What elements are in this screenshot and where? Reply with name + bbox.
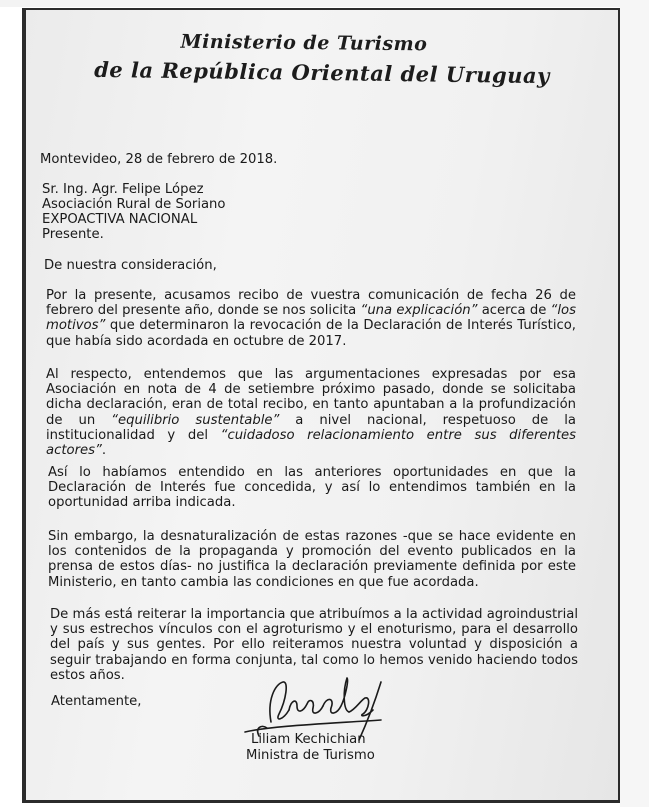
paragraph-1 — [46, 288, 576, 349]
salutation: De nuestra consideración, — [44, 258, 217, 273]
paragraph-2-text: Al respecto, entendemos que las argumentaciones expresadas por esa Asociación en nota de 4 de setiembre próximo pasado, donde se solicitaba dicha declaración, eran de total recibo, en tanto apuntaban a la profundización de un — [46, 367, 576, 428]
paragraph-1-quote: “los motivos” — [46, 303, 576, 334]
letter-page — [26, 10, 618, 800]
letterhead-ministry: Ministerio de Turismo — [180, 30, 428, 56]
signatory-name: Liliam Kechichian — [251, 732, 366, 747]
paragraph-2-text: a nivel nacional, respetuoso de la institucionalidad y del — [46, 412, 576, 443]
signatory-title: Ministra de Turismo — [246, 748, 375, 763]
recipient-line: Sr. Ing. Agr. Felipe López — [42, 182, 204, 197]
paragraph-1-text: acerca de — [477, 303, 551, 319]
paragraph-2-quote: “cuidadoso relacionamiento entre sus diferentes actores” — [46, 427, 577, 459]
closing: Atentamente, — [51, 694, 142, 709]
recipient-line: EXPOACTIVA NACIONAL — [42, 212, 198, 227]
paragraph-4: Sin embargo, la desnaturalización de estas razones -que se hace evidente en los contenidos de la propaganda y promoción del evento publicados en la prensa de estos días- no justifica la declaración previamente definida por este Ministerio, en tanto cambia las condiciones en que fue acordada. — [48, 529, 576, 590]
paragraph-1-text: que determinaron la revocación de la Declaración de Interés Turístico, que había sido acordada en octubre de 2017. — [46, 318, 576, 349]
letter-date: Montevideo, 28 de febrero de 2018. — [40, 152, 278, 167]
right-gutter — [620, 0, 649, 807]
letterhead — [26, 30, 618, 89]
paragraph-2-text: . — [101, 443, 107, 459]
paragraph-2-quote: “equilibrio sustentable” — [111, 412, 280, 428]
paragraph-1-text: Por la presente, acusamos recibo de vuestra comunicación de fecha 26 de febrero del presente año, donde se nos solicita — [46, 288, 576, 319]
paragraph-3: Así lo habíamos entendido en las anteriores oportunidades en que la Declaración de Interés fue concedida, y así lo entendimos también en la oportunidad arriba indicada. — [48, 465, 576, 511]
paragraph-2 — [46, 367, 576, 458]
paragraph-5: De más está reiterar la importancia que atribuímos a la actividad agroindustrial y sus estrechos vínculos con el agroturismo y el enoturismo, para el desarrollo del país y sus gentes. Por ello reiteramos nuestra voluntad y disposición a seguir trabajando en forma conjunta, tal como lo hemos venido haciendo todos estos años. — [50, 607, 578, 683]
top-strip — [0, 0, 649, 7]
recipient-line: Presente. — [42, 227, 104, 242]
paragraph-1-quote: “una explicación” — [360, 303, 478, 319]
recipient-line: Asociación Rural de Soriano — [42, 197, 226, 212]
letterhead-country: de la República Oriental del Uruguay — [94, 56, 550, 89]
